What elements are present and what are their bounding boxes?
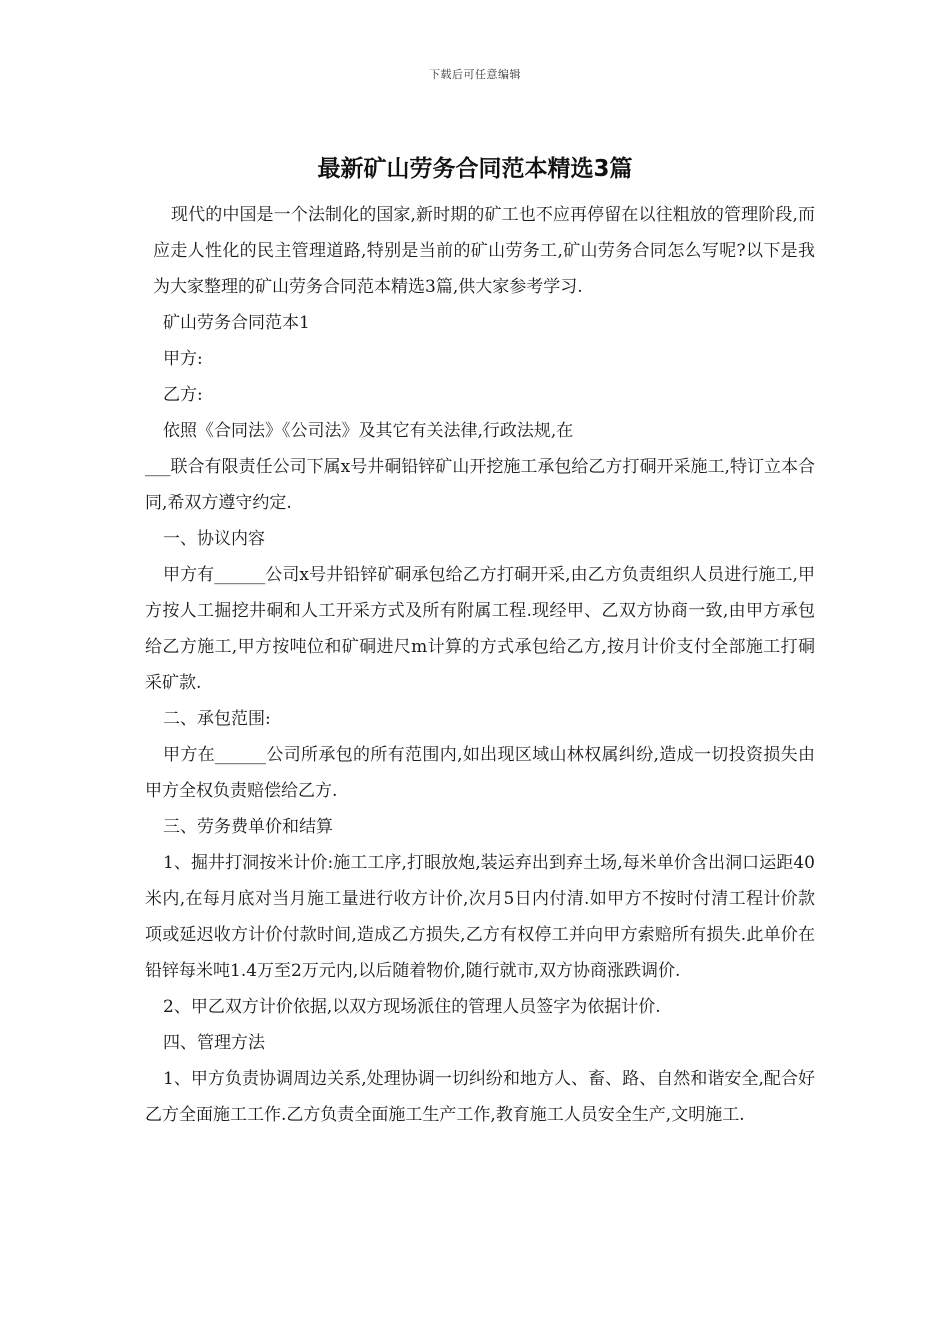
- agreement-paragraph: 甲方有______公司x号井铅锌矿硐承包给乙方打硐开采,由乙方负责组织人员进行施工,甲方按人工掘挖井硐和人工开采方式及所有附属工程.现经甲、乙双方协商一致,由甲方承包给乙方施工,甲方按吨位和矿硐进尺m计算的方式承包给乙方,按月计价支付全部施工打硐采矿款.: [145, 565, 815, 693]
- intro-paragraph: 现代的中国是一个法制化的国家,新时期的矿工也不应再停留在以往粗放的管理阶段,而应走人性化的民主管理道路,特别是当前的矿山劳务工,矿山劳务合同怎么写呢?以下是我为大家整理的矿山劳务合同范本精选3篇,供大家参考学习.: [153, 205, 815, 297]
- party-a-label: 甲方:: [163, 349, 203, 369]
- section-heading-management: 四、管理方法: [163, 1033, 265, 1053]
- section-heading-contract-1: 矿山劳务合同范本1: [163, 313, 310, 333]
- pricing-clause-1: 1、掘井打洞按米计价:施工工序,打眼放炮,装运弃出到弃土场,每米单价含出洞口运距40米内,在每月底对当月施工量进行收方计价,次月5日内付清.如甲方不按时付清工程计价款项或延迟收方计价付款时间,造成乙方损失,乙方有权停工并向甲方索赔所有损失.此单价在铅锌每米吨1.4万至2万元内,以后随着物价,随行就市,双方协商涨跌调价.: [145, 853, 815, 981]
- management-clause-1: 1、甲方负责协调周边关系,处理协调一切纠纷和地方人、畜、路、自然和谐安全,配合好乙方全面施工工作.乙方负责全面施工生产工作,教育施工人员安全生产,文明施工.: [145, 1069, 815, 1125]
- header-note: 下载后可任意编辑: [429, 68, 521, 81]
- section-heading-agreement: 一、协议内容: [163, 529, 265, 549]
- party-b-label: 乙方:: [163, 385, 203, 405]
- section-heading-pricing: 三、劳务费单价和结算: [163, 817, 333, 837]
- section-heading-scope: 二、承包范围:: [163, 709, 271, 729]
- document-title: 最新矿山劳务合同范本精选3篇: [317, 156, 633, 182]
- legal-basis-paragraph: 依照《合同法》《公司法》及其它有关法律,行政法规,在: [163, 421, 574, 441]
- pricing-clause-2: 2、甲乙双方计价依据,以双方现场派住的管理人员签字为依据计价.: [163, 997, 661, 1017]
- contract-purpose-paragraph: ___联合有限责任公司下属x号井硐铅锌矿山开挖施工承包给乙方打硐开采施工,特订立本合同,希双方遵守约定.: [145, 457, 815, 513]
- scope-paragraph: 甲方在______公司所承包的所有范围内,如出现区域山林权属纠纷,造成一切投资损失由甲方全权负责赔偿给乙方.: [145, 745, 815, 801]
- document-body: [145, 197, 815, 1133]
